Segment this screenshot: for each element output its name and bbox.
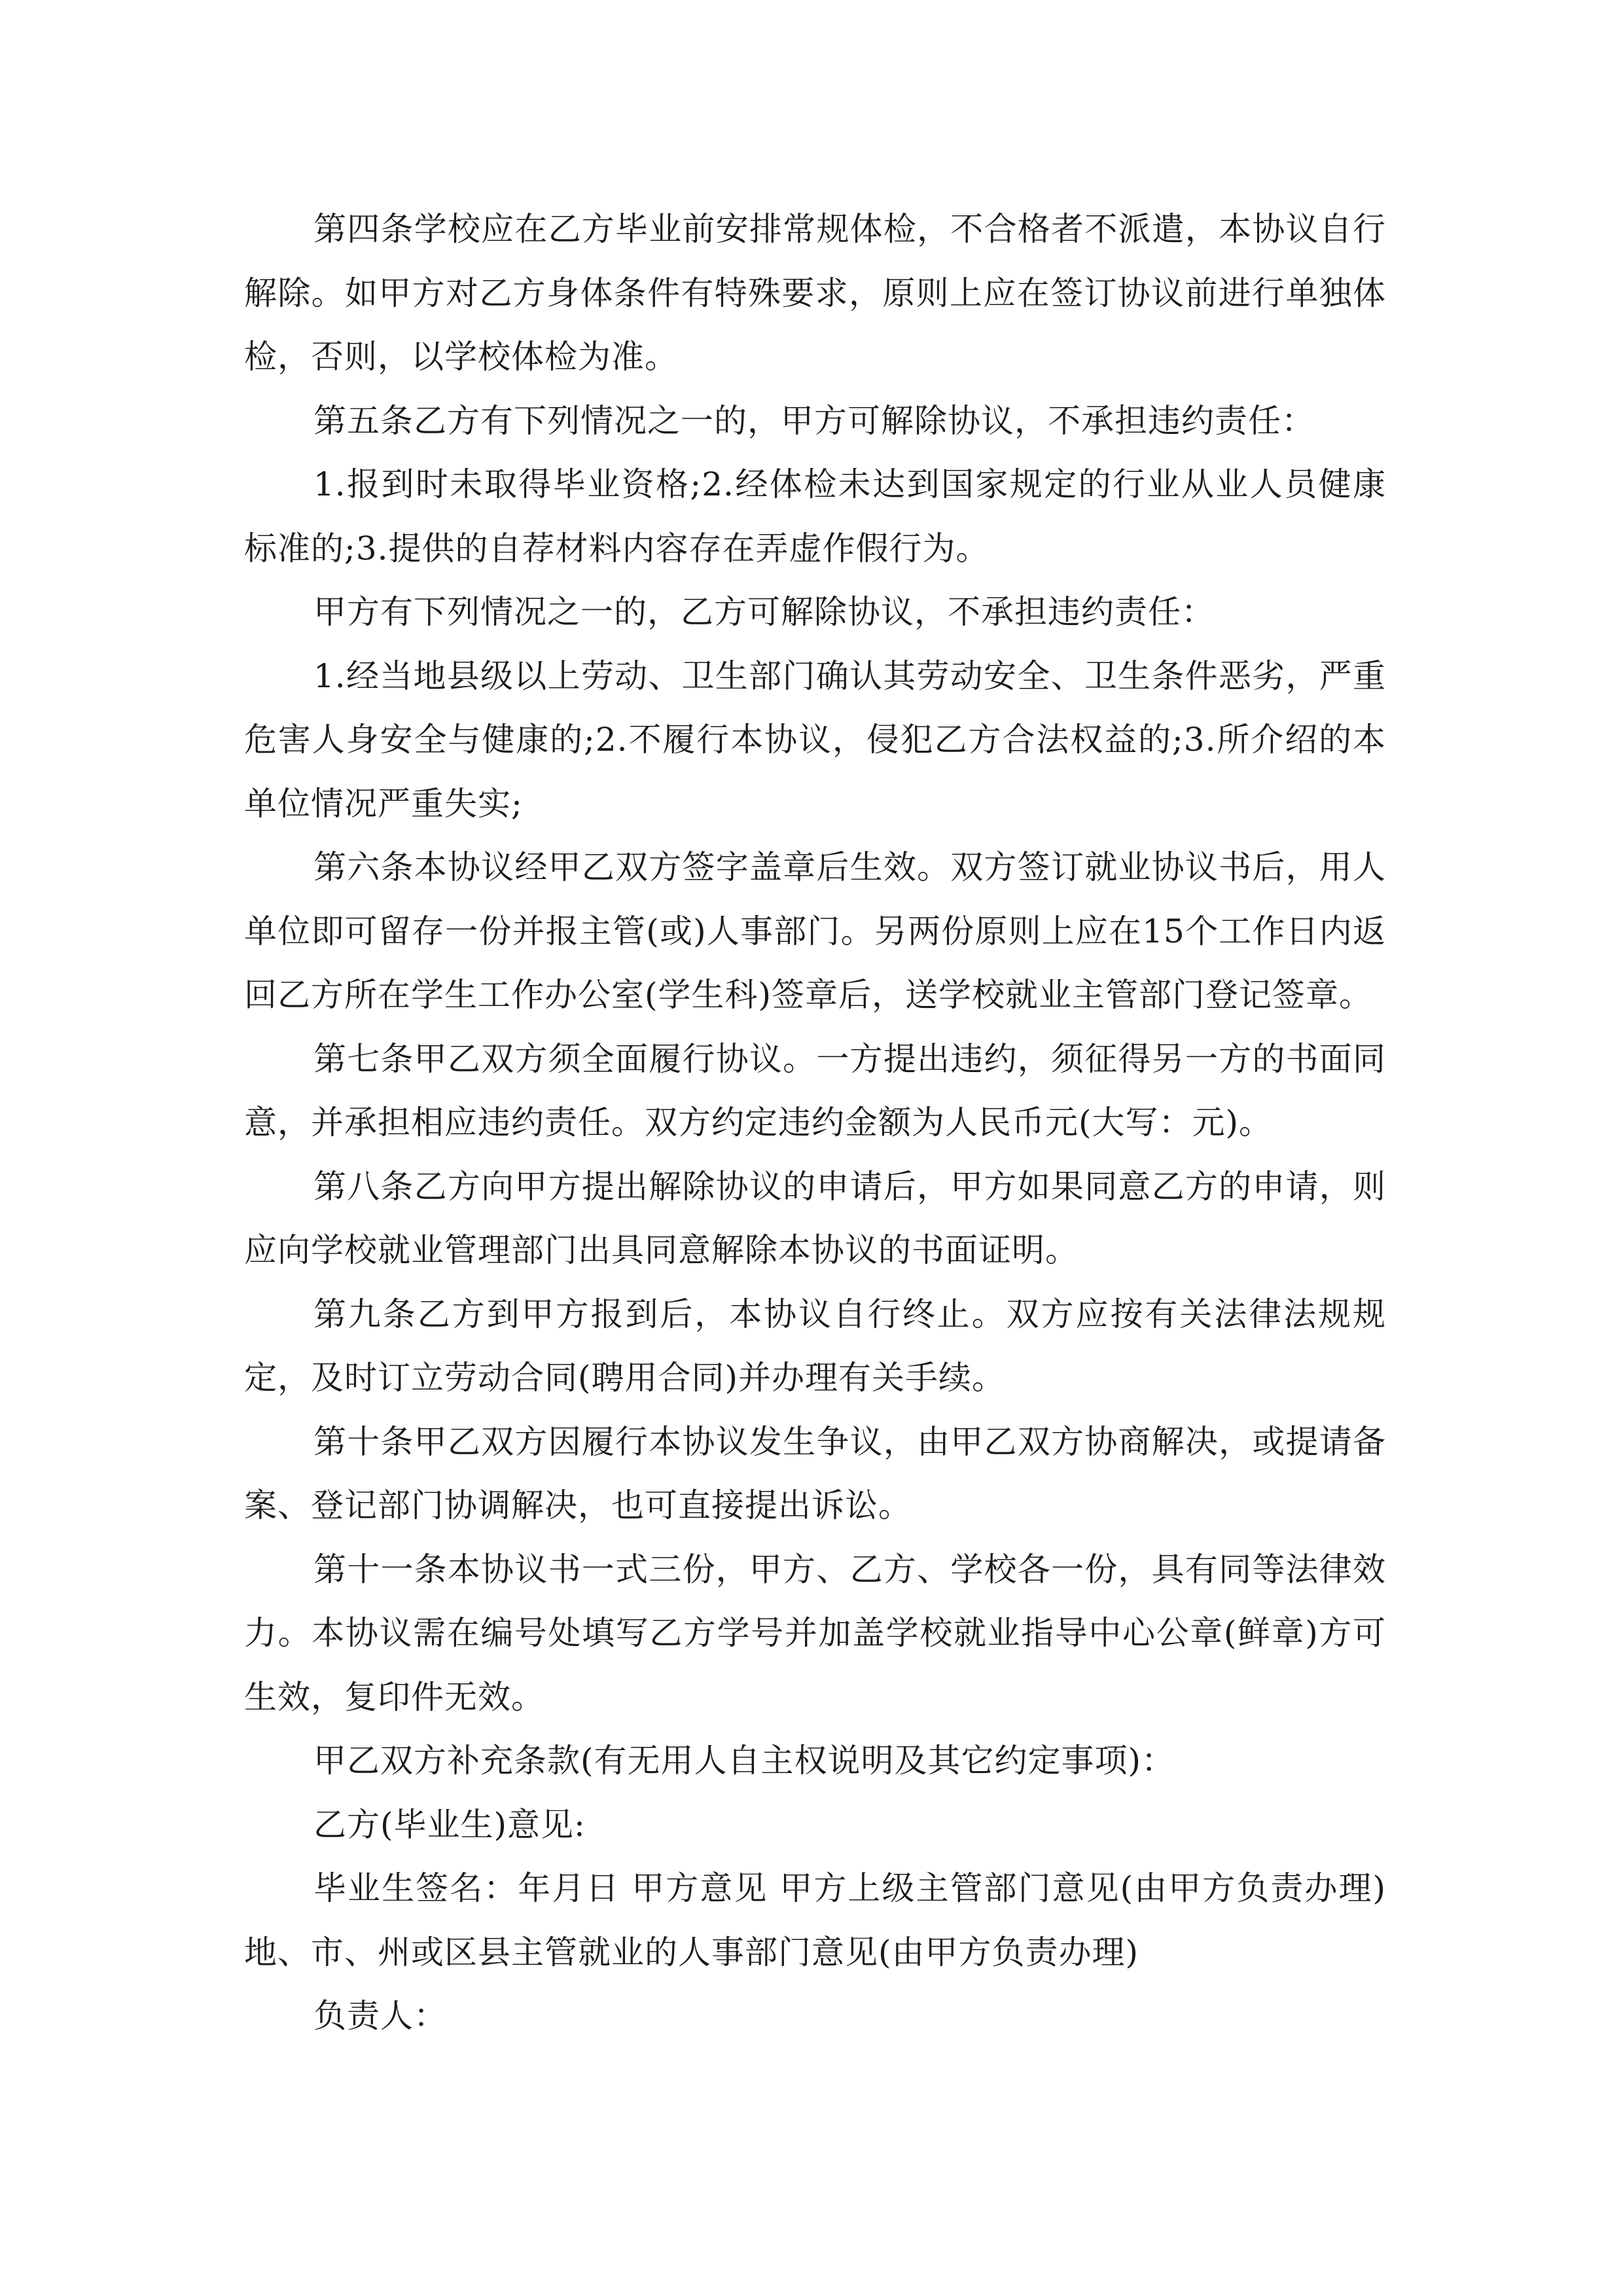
paragraph-article-10: 第十条甲乙双方因履行本协议发生争议，由甲乙双方协商解决，或提请备案、登记部门协调解决，也可直接提出诉讼。 xyxy=(244,1422,1386,1524)
paragraph-article-7: 第七条甲乙双方须全面履行协议。一方提出违约，须征得另一方的书面同意，并承担相应违约责任。双方约定违约金额为人民币元(大写：元)。 xyxy=(244,1039,1386,1141)
paragraph-signatures: 毕业生签名：年月日 甲方意见 甲方上级主管部门意见(由甲方负责办理)地、市、州或区县主管就业的人事部门意见(由甲方负责办理) xyxy=(244,1869,1386,1971)
paragraph-party-a-items: 1.经当地县级以上劳动、卫生部门确认其劳动安全、卫生条件恶劣，严重危害人身安全与健康的;2.不履行本协议，侵犯乙方合法权益的;3.所介绍的本单位情况严重失实; xyxy=(244,656,1386,823)
paragraph-article-6: 第六条本协议经甲乙双方签字盖章后生效。双方签订就业协议书后，用人单位即可留存一份并报主管(或)人事部门。另两份原则上应在15个工作日内返回乙方所在学生工作办公室(学生科)签章后，送学校就业主管部门登记签章。 xyxy=(244,848,1386,1014)
paragraph-party-a-conditions: 甲方有下列情况之一的，乙方可解除协议，不承担违约责任： xyxy=(313,593,1215,631)
paragraph-article-4: 第四条学校应在乙方毕业前安排常规体检，不合格者不派遣，本协议自行解除。如甲方对乙方身体条件有特殊要求，原则上应在签订协议前进行单独体检，否则，以学校体检为准。 xyxy=(244,210,1386,376)
document-body xyxy=(244,198,1386,2049)
paragraph-article-8: 第八条乙方向甲方提出解除协议的申请后，甲方如果同意乙方的申请，则应向学校就业管理部门出具同意解除本协议的书面证明。 xyxy=(244,1167,1386,1269)
paragraph-article-5-items: 1.报到时未取得毕业资格;2.经体检未达到国家规定的行业从业人员健康标准的;3.提供的自荐材料内容存在弄虚作假行为。 xyxy=(244,465,1386,567)
paragraph-supplementary-terms: 甲乙双方补充条款(有无用人自主权说明及其它约定事项)： xyxy=(313,1742,1175,1780)
paragraph-party-b-opinion: 乙方(毕业生)意见: xyxy=(313,1805,586,1844)
paragraph-article-5: 第五条乙方有下列情况之一的，甲方可解除协议，不承担违约责任： xyxy=(313,401,1315,440)
paragraph-responsible-person: 负责人： xyxy=(313,1997,447,2035)
paragraph-article-9: 第九条乙方到甲方报到后，本协议自行终止。双方应按有关法律法规规定，及时订立劳动合同(聘用合同)并办理有关手续。 xyxy=(244,1295,1386,1397)
paragraph-article-11: 第十一条本协议书一式三份，甲方、乙方、学校各一份，具有同等法律效力。本协议需在编号处填写乙方学号并加盖学校就业指导中心公章(鲜章)方可生效，复印件无效。 xyxy=(244,1550,1386,1716)
